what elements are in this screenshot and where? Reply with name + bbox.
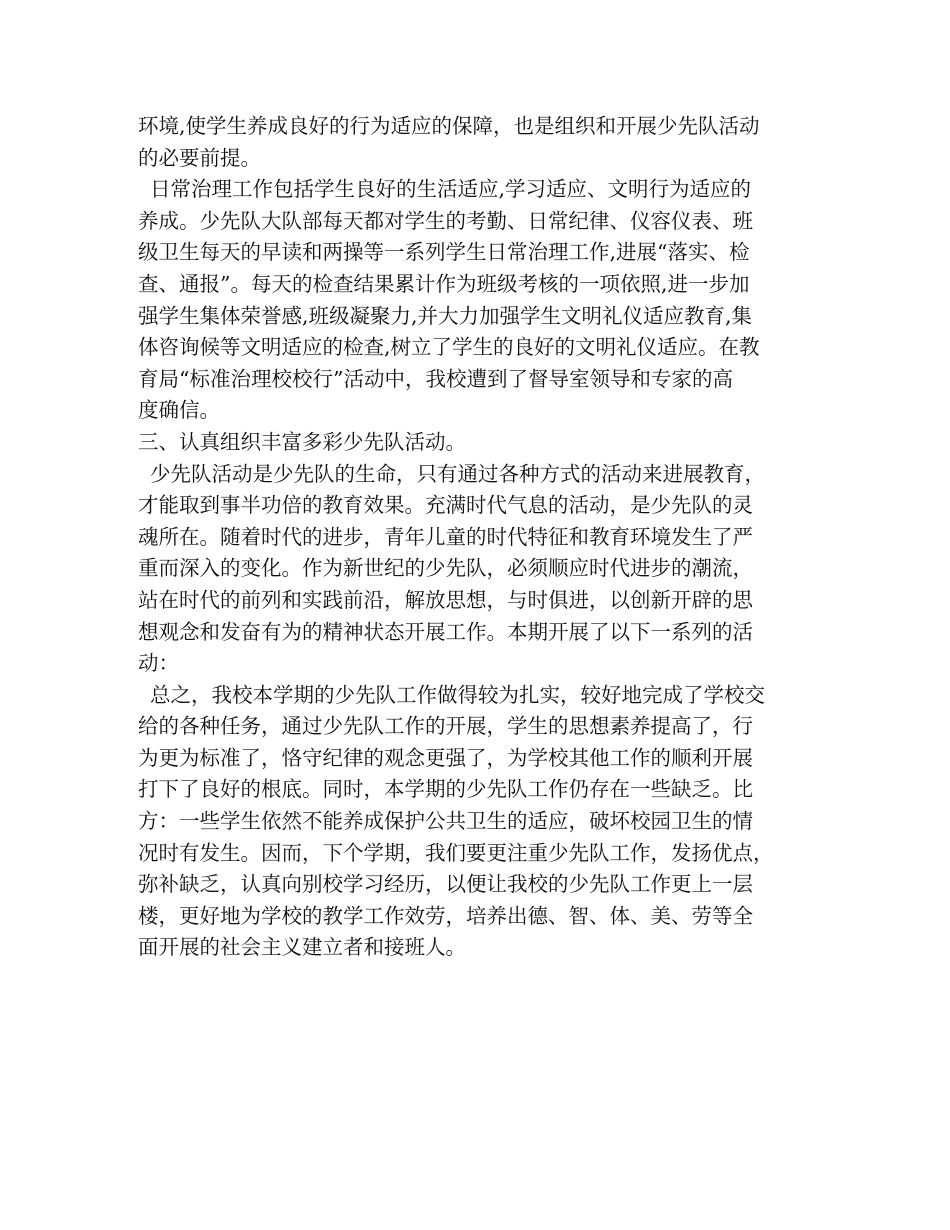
text-line-9: 育局“标准治理校校行”活动中，我校遭到了督导室领导和专家的高 [138, 366, 733, 391]
text-line-18: 动： [138, 651, 179, 676]
text-line-6: 查、通报”。每天的检查结果累计作为班级考核的一项依照,进一步加 [138, 271, 750, 296]
text-line-20: 给的各种任务，通过少先队工作的开展，学生的思想素养提高了，行 [138, 714, 753, 739]
text-line-24: 况时有发生。因而，下个学期，我们要更注重少先队工作，发扬优点， [138, 840, 774, 865]
text-line-22: 打下了良好的根底。同时，本学期的少先队工作仍存在一些缺乏。比 [138, 777, 753, 802]
text-line-17: 想观念和发奋有为的精神状态开展工作。本期开展了以下一系列的活 [138, 619, 753, 644]
text-line-21: 为更为标准了，恪守纪律的观念更强了，为学校其他工作的顺利开展 [138, 745, 753, 770]
text-line-12: 少先队活动是少先队的生命，只有通过各种方式的活动来进展教育， [150, 461, 765, 486]
text-line-7: 强学生集体荣誉感,班级凝聚力,并大力加强学生文明礼仪适应教育,集 [138, 303, 753, 328]
text-line-26: 楼，更好地为学校的教学工作效劳，培养出德、智、体、美、劳等全 [138, 903, 753, 928]
text-line-23: 方：一些学生依然不能养成保护公共卫生的适应，破坏校园卫生的情 [138, 809, 753, 834]
text-line-25: 弥补缺乏，认真向别校学习经历，以便让我校的少先队工作更上一层 [138, 872, 753, 897]
text-line-13: 才能取到事半功倍的教育效果。充满时代气息的活动，是少先队的灵 [138, 493, 753, 518]
text-line-2: 的必要前提。 [138, 145, 261, 170]
document-body [138, 111, 818, 964]
section-heading: 三、认真组织丰富多彩少先队活动。 [138, 429, 466, 454]
text-line-8: 体咨询候等文明适应的检查,树立了学生的良好的文明礼仪适应。在教 [138, 335, 760, 360]
text-line-14: 魂所在。随着时代的进步，青年儿童的时代特征和教育环境发生了严 [138, 524, 753, 549]
text-line-15: 重而深入的变化。作为新世纪的少先队，必须顺应时代进步的潮流， [138, 556, 753, 581]
text-line-27: 面开展的社会主义建立者和接班人。 [138, 935, 466, 960]
text-line-1: 环境,使学生养成良好的行为适应的保障，也是组织和开展少先队活动 [138, 114, 760, 138]
text-line-3: 日常治理工作包括学生良好的生活适应,学习适应、文明行为适应的 [150, 177, 752, 202]
text-line-16: 站在时代的前列和实践前沿，解放思想，与时俱进，以创新开辟的思 [138, 587, 753, 612]
text-line-19: 总之，我校本学期的少先队工作做得较为扎实，较好地完成了学校交 [150, 682, 765, 707]
text-line-5: 级卫生每天的早读和两操等一系列学生日常治理工作,进展“落实、检 [138, 240, 750, 265]
text-line-4: 养成。少先队大队部每天都对学生的考勤、日常纪律、仪容仪表、班 [138, 208, 753, 233]
text-line-10: 度确信。 [138, 398, 220, 423]
